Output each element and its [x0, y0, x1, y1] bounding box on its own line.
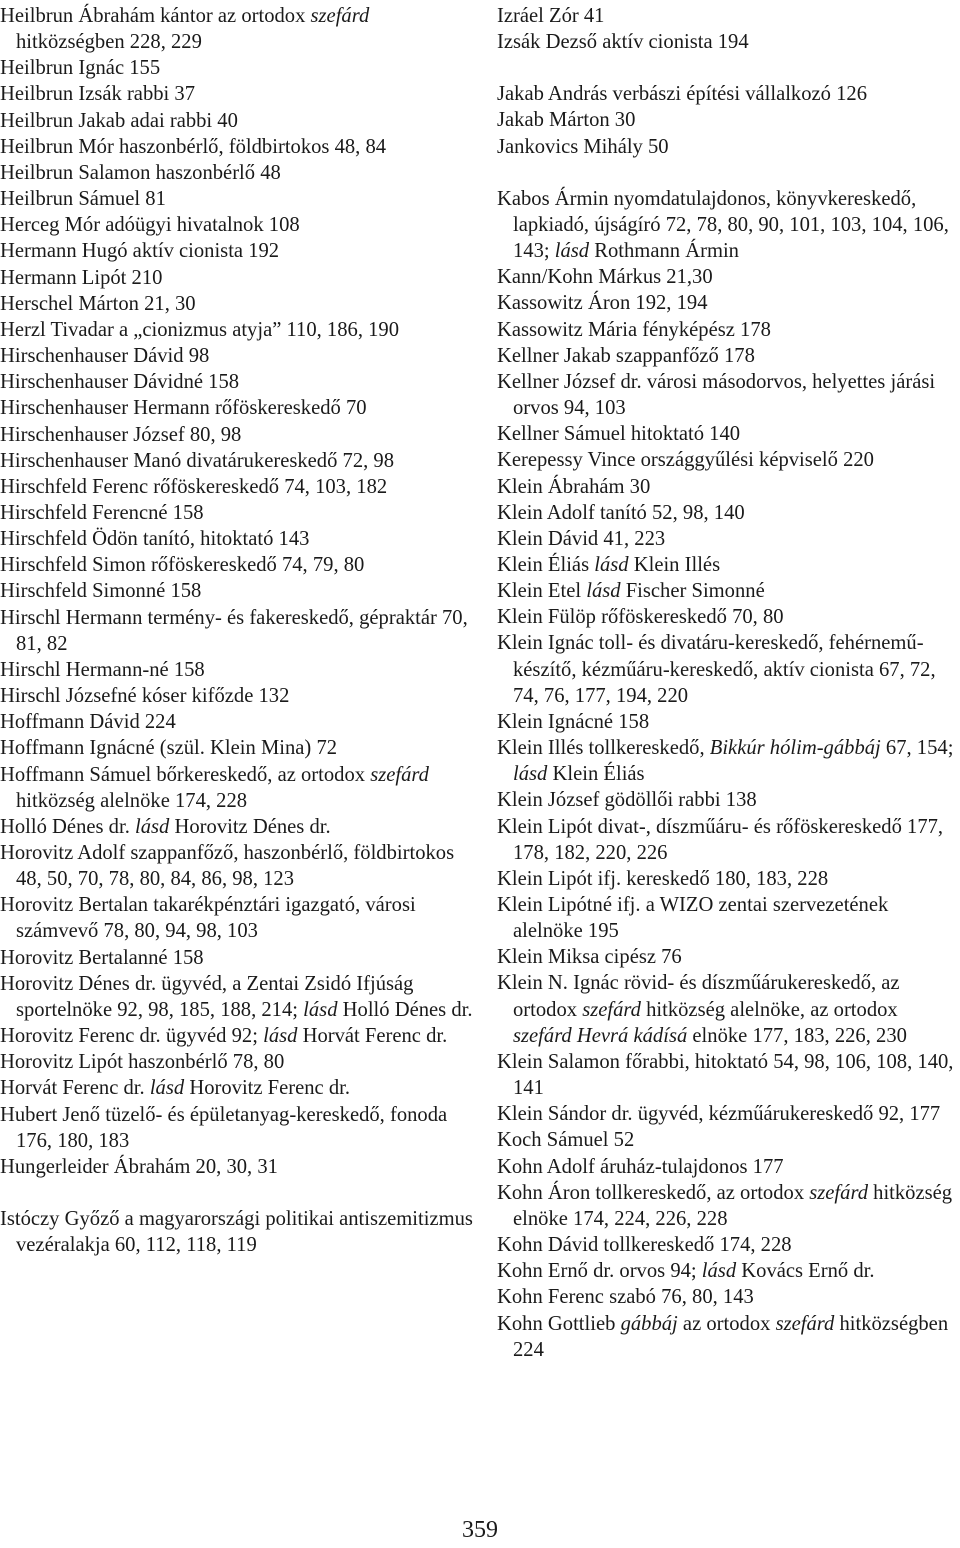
index-entry-text: Heilbrun Ábrahám kántor az ortodox	[0, 5, 311, 27]
index-entry-italic-text: lásd	[554, 240, 590, 263]
index-entry	[0, 186, 478, 212]
index-entry-text: Kohn Dávid tollkereskedő 174, 228	[497, 1234, 792, 1257]
index-entry	[0, 605, 478, 657]
index-entry-text: Klein Lipót ifj. kereskedő 180, 183, 228	[497, 867, 829, 890]
index-entry-text: Rothmann Ármin	[589, 240, 739, 263]
index-entry	[0, 552, 478, 578]
index-entry	[0, 840, 478, 892]
index-entry-text: Jakab András verbászi építési vállalkozó 126	[497, 83, 868, 106]
index-entry-text: Hirschfeld Simon rőföskereskedő 74, 79, 80	[0, 554, 365, 577]
index-entry-text: hitközségben 224	[513, 1312, 949, 1361]
index-entry-text: Jakab Márton 30	[497, 109, 636, 132]
index-entry	[0, 55, 478, 81]
page-number: 359	[462, 1517, 498, 1543]
index-entry	[497, 447, 960, 473]
index-entry-text: Hubert Jenő tüzelő- és épületanyag-kereskedő, fonoda 176, 180, 183	[0, 1103, 448, 1152]
index-entry	[0, 892, 478, 944]
index-entry-italic-text: Bikkúr hólim-gábbáj	[709, 737, 881, 760]
index-entry	[0, 500, 478, 526]
index-entry-text: Hirschl Hermann termény- és fakereskedő, gépraktár 70, 81, 82	[0, 606, 468, 655]
index-entry-text: Hirschenhauser József 80, 98	[0, 423, 242, 446]
index-entry-text: Horovitz Bertalan takarékpénztári igazgató, városi számvevő 78, 80, 94, 98, 103	[0, 894, 416, 943]
index-entry-text: Kann/Kohn Márkus 21,30	[497, 266, 713, 289]
index-entry	[497, 290, 960, 316]
index-entry-text: Hoffmann Sámuel bőrkereskedő, az ortodox	[0, 763, 371, 786]
index-entry	[497, 29, 960, 55]
index-entry-text: Istóczy Győző a magyarországi politikai antiszemitizmus vezéralakja 60, 112, 118, 119	[0, 1208, 473, 1257]
index-entry-text: hitközségben 228, 229	[16, 31, 202, 54]
index-entry	[0, 212, 478, 238]
index-entry	[497, 814, 960, 866]
index-entry-text: Kabos Ármin nyomdatulajdonos, könyvkereskedő, lapkiadó, újságíró 72, 78, 80, 90, 101, 103, 104, 106, 143;	[497, 187, 949, 263]
index-entry-text: Hirschenhauser Hermann rőföskereskedő 70	[0, 397, 367, 420]
index-entry-text: Hirschfeld Ferenc rőföskereskedő 74, 103, 182	[0, 475, 388, 498]
index-entry	[0, 735, 478, 761]
index-entry-italic-text: gábbáj	[620, 1312, 678, 1335]
index-entry-text: Kerepessy Vince országgyűlési képviselő 220	[497, 449, 874, 472]
index-entry	[0, 108, 478, 134]
index-entry-text: Kassowitz Mária fényképész 178	[497, 318, 771, 341]
index-entry-text: hitközség elnöke 174, 224, 226, 228	[513, 1181, 953, 1230]
index-entry	[497, 944, 960, 970]
index-entry	[497, 552, 960, 578]
index-entry-italic-text: lásd	[701, 1260, 737, 1283]
index-entry-text: Horovitz Dénes dr. ügyvéd, a Zentai Zsidó Ifjúság sportelnöke 92, 98, 185, 188, 214;	[0, 972, 414, 1021]
index-entry-text: Horovitz Bertalanné 158	[0, 946, 204, 969]
index-entry	[497, 421, 960, 447]
index-entry	[0, 1049, 478, 1075]
index-entry-italic-text: lásd	[586, 580, 621, 603]
index-entry-italic-text: lásd	[149, 1077, 185, 1100]
index-entry	[497, 369, 960, 421]
index-entry-text: Heilbrun Izsák rabbi 37	[0, 83, 196, 106]
index-entry	[497, 264, 960, 290]
index-entry	[0, 134, 478, 160]
index-entry-text: Horovitz Dénes dr.	[169, 815, 331, 838]
index-entry	[0, 945, 478, 971]
index-entry	[497, 1258, 960, 1284]
index-entry-text: Kohn Adolf áruház-tulajdonos 177	[497, 1155, 784, 1178]
index-entry	[497, 186, 960, 264]
index-entry-text: Hirschenhauser Dávidné 158	[0, 371, 240, 394]
index-entry-text: Klein Etel	[497, 580, 587, 603]
index-entry-italic-text: szefárd	[310, 5, 370, 27]
index-entry-text: Horvát Ferenc dr.	[0, 1077, 150, 1100]
index-entry-text: Holló Dénes dr.	[0, 815, 135, 838]
index-entry-italic-text: lásd	[263, 1025, 298, 1048]
index-entry	[497, 630, 960, 708]
index-entry	[497, 317, 960, 343]
index-entry	[497, 134, 960, 160]
index-entry	[0, 709, 478, 735]
index-entry-italic-text: szefárd Hevrá kádísá	[513, 1024, 688, 1047]
index-entry	[497, 604, 960, 630]
index-entry	[0, 474, 478, 500]
index-entry-text: Klein Illés tollkereskedő,	[497, 737, 710, 760]
index-entry-italic-text: szefárd	[582, 998, 641, 1021]
index-entry	[0, 1075, 478, 1101]
index-entry-italic-text: lásd	[303, 998, 338, 1021]
index-entry-text: Hirschl Józsefné kóser kifőzde 132	[0, 685, 290, 708]
index-entry-text: Herzl Tivadar a „cionizmus atyja” 110, 186, 190	[0, 318, 400, 341]
index-entry	[497, 474, 960, 500]
index-entry	[497, 892, 960, 944]
index-entry	[497, 1154, 960, 1180]
index-entry-text: Heilbrun Sámuel 81	[0, 188, 166, 211]
index-entry	[0, 265, 478, 291]
index-entry	[497, 1180, 960, 1232]
index-entry	[0, 395, 478, 421]
index-entry-text: Klein Salamon főrabbi, hitoktató 54, 98, 106, 108, 140, 141	[497, 1050, 954, 1100]
index-entry	[497, 3, 960, 29]
index-entry-text: Kellner Jakab szappanfőző 178	[497, 344, 755, 367]
index-entry	[0, 578, 478, 604]
index-entry-text: Kovács Ernő dr.	[736, 1260, 875, 1283]
index-entry-italic-text: szefárd	[809, 1181, 868, 1204]
index-column-left	[0, 3, 478, 1258]
index-entry	[0, 1102, 478, 1154]
index-entry-italic-text: lásd	[135, 815, 170, 838]
index-entry-text: Kohn Ferenc szabó 76, 80, 143	[497, 1286, 754, 1309]
index-entry-text: Kohn Gottlieb	[497, 1312, 621, 1335]
index-entry	[0, 1154, 478, 1180]
index-entry-italic-text: szefárd	[775, 1312, 835, 1335]
index-entry-text: Kohn Áron tollkereskedő, az ortodox	[497, 1181, 810, 1204]
index-entry-text: Kellner Sámuel hitoktató 140	[497, 423, 741, 446]
index-entry-text: Horovitz Ferenc dr.	[184, 1077, 351, 1100]
index-entry-text: Horovitz Adolf szappanfőző, haszonbérlő, földbirtokos 48, 50, 70, 78, 80, 84, 86, 98, 123	[0, 842, 455, 891]
index-entry	[497, 735, 960, 787]
index-entry-italic-text: lásd	[513, 763, 548, 786]
index-entry-text: Hirschenhauser Dávid 98	[0, 345, 210, 368]
index-entry-text: Horovitz Ferenc dr. ügyvéd 92;	[0, 1025, 264, 1048]
index-entry-text: hitközség alelnöke 174, 228	[16, 789, 248, 812]
index-entry-text: Klein Éliás	[547, 763, 645, 786]
index-entry-text: Klein N. Ignác rövid- és díszműárukereskedő, az ortodox	[497, 972, 900, 1021]
index-entry-text: Kellner József dr. városi másodorvos, helyettes járási orvos 94, 103	[497, 370, 936, 420]
index-entry	[0, 160, 478, 186]
index-entry-text: Klein Ignác toll- és divatáru-kereskedő, fehérnemű-készítő, kézműáru-kereskedő, aktív cionista 67, 72, 74, 76, 177, 194, 220	[497, 632, 936, 707]
index-entry	[497, 1049, 960, 1101]
index-entry-text: Horvát Ferenc dr.	[297, 1025, 448, 1048]
index-entry-text: Herschel Márton 21, 30	[0, 292, 196, 315]
index-entry-text: elnöke 177, 183, 226, 230	[687, 1024, 907, 1047]
index-entry-text: az ortodox	[677, 1312, 776, 1335]
index-entry-text: Jankovics Mihály 50	[497, 135, 669, 158]
index-entry-text: Klein Lipótné ifj. a WIZO zentai szervezetének alelnöke 195	[497, 894, 889, 943]
index-entry	[0, 1206, 478, 1258]
index-entry-text: Klein Ignácné 158	[497, 710, 650, 733]
index-entry-text: Heilbrun Ignác 155	[0, 57, 161, 80]
index-entry-text: Hirschfeld Simonné 158	[0, 580, 202, 603]
index-entry	[0, 1023, 478, 1049]
index-entry	[0, 762, 478, 814]
index-entry	[497, 1232, 960, 1258]
index-entry-text: Hirschl Hermann-né 158	[0, 658, 205, 681]
index-entry-text: Klein Lipót divat-, díszműáru- és rőföskereskedő 177, 178, 182, 220, 226	[497, 815, 944, 864]
index-entry-text: Koch Sámuel 52	[497, 1129, 635, 1152]
index-entry	[497, 343, 960, 369]
index-entry-text: Klein József gödöllői rabbi 138	[497, 789, 757, 812]
index-entry	[497, 500, 960, 526]
index-entry-text: Klein Miksa cipész 76	[497, 946, 682, 969]
index-entry-text: Horovitz Lipót haszonbérlő 78, 80	[0, 1051, 285, 1074]
index-entry-text: Hoffmann Ignácné (szül. Klein Mina) 72	[0, 737, 338, 760]
index-entry-text: Hoffmann Dávid 224	[0, 711, 176, 734]
index-entry	[0, 291, 478, 317]
index-entry-text: Izsák Dezső aktív cionista 194	[497, 31, 749, 54]
index-entry	[497, 787, 960, 813]
index-entry-italic-text: szefárd	[370, 763, 429, 786]
index-entry	[497, 1101, 960, 1127]
index-entry	[497, 970, 960, 1048]
index-entry-text: Klein Éliás	[497, 553, 595, 576]
index-entry-text: Herceg Mór adóügyi hivatalnok 108	[0, 214, 300, 237]
index-entry	[497, 526, 960, 552]
index-entry-text: Holló Dénes dr.	[337, 998, 473, 1021]
index-entry	[0, 422, 478, 448]
index-entry-text: Klein Illés	[628, 553, 721, 576]
index-entry-text: Klein Ábrahám 30	[497, 475, 651, 498]
index-entry-text: Heilbrun Jakab adai rabbi 40	[0, 109, 238, 132]
index-entry	[0, 526, 478, 552]
index-entry-text: Hirschfeld Ödön tanító, hitoktató 143	[0, 528, 310, 551]
index-entry-text: Klein Dávid 41, 223	[497, 527, 666, 550]
index-entry	[0, 238, 478, 264]
index-entry-text: Hirschenhauser Manó divatárukereskedő 72, 98	[0, 449, 395, 472]
index-entry	[0, 3, 478, 55]
index-entry-text: Kohn Ernő dr. orvos 94;	[497, 1260, 702, 1283]
index-entry	[497, 1284, 960, 1310]
index-entry-text: Klein Adolf tanító 52, 98, 140	[497, 501, 745, 524]
index-entry	[0, 657, 478, 683]
index-entry-italic-text: lásd	[594, 553, 629, 576]
index-entry	[0, 971, 478, 1023]
index-entry-text: Klein Sándor dr. ügyvéd, kézműárukereskedő 92, 177	[497, 1103, 941, 1126]
index-entry-text: Izráel Zór 41	[497, 5, 605, 27]
index-entry	[0, 369, 478, 395]
index-entry	[497, 107, 960, 133]
index-entry	[497, 866, 960, 892]
index-entry	[0, 317, 478, 343]
index-entry	[0, 81, 478, 107]
index-entry	[497, 578, 960, 604]
index-entry-text: Hermann Lipót 210	[0, 266, 163, 289]
index-entry	[0, 343, 478, 369]
index-entry	[497, 1311, 960, 1363]
index-entry	[497, 1127, 960, 1153]
index-entry	[0, 683, 478, 709]
index-entry	[0, 814, 478, 840]
index-entry-text: Hungerleider Ábrahám 20, 30, 31	[0, 1155, 278, 1178]
index-entry-text: Kassowitz Áron 192, 194	[497, 292, 708, 315]
index-entry	[0, 448, 478, 474]
index-entry-text: 67, 154;	[880, 737, 954, 760]
index-entry-text: Hermann Hugó aktív cionista 192	[0, 240, 280, 263]
index-entry-text: Klein Fülöp rőföskereskedő 70, 80	[497, 606, 784, 629]
index-entry	[497, 709, 960, 735]
index-entry-text: hitközség alelnöke, az ortodox	[640, 998, 898, 1021]
index-entry	[497, 81, 960, 107]
index-entry-text: Fischer Simonné	[620, 580, 765, 603]
index-entry-text: Heilbrun Mór haszonbérlő, földbirtokos 48, 84	[0, 135, 387, 158]
index-entry-text: Heilbrun Salamon haszonbérlő 48	[0, 161, 281, 184]
index-column-right	[497, 3, 960, 1363]
index-entry-text: Hirschfeld Ferencné 158	[0, 501, 204, 524]
